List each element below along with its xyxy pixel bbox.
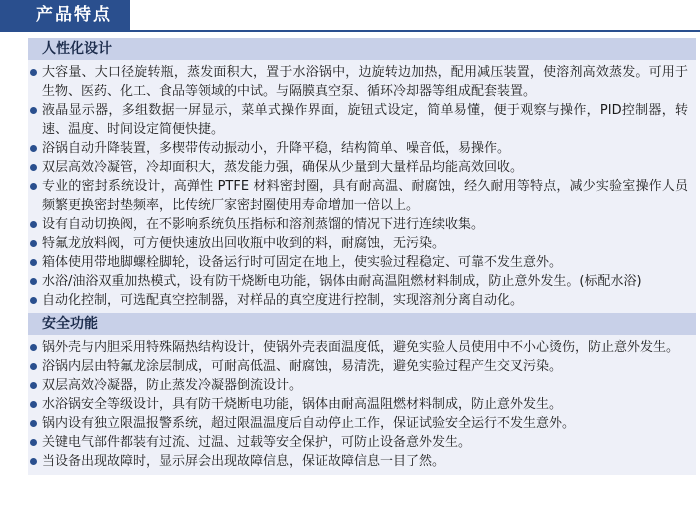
feature-list	[28, 63, 696, 310]
section-title: 人性化设计	[28, 38, 696, 60]
list-item	[28, 433, 688, 452]
bullet-icon	[30, 297, 37, 304]
list-item-text: 设有自动切换阀，在不影响系统负压指标和溶剂蒸馏的情况下进行连续收集。	[42, 217, 485, 232]
bullet-icon	[30, 107, 37, 114]
list-item-text: 双层高效冷凝器，防止蒸发冷凝器倒流设计。	[42, 378, 303, 393]
bullet-icon	[30, 278, 37, 285]
bullet-icon	[30, 259, 37, 266]
bullet-icon	[30, 183, 37, 190]
bullet-icon	[30, 145, 37, 152]
list-item	[28, 414, 688, 433]
section-humanized-design	[28, 38, 696, 310]
list-item-text: 专业的密封系统设计，高弹性 PTFE 材料密封圈，具有耐高温、耐腐蚀，经久耐用等特点，减少实验室操作人员频繁更换密封垫频率，比传统厂家密封圈使用寿命增加一倍以上。	[42, 179, 688, 213]
list-item	[28, 139, 688, 158]
list-item	[28, 357, 688, 376]
list-item-text: 液晶显示器，多组数据一屏显示，菜单式操作界面，旋钮式设定，简单易懂，便于观察与操作，PID控制器，转速、温度、时间设定简便快捷。	[42, 103, 688, 137]
list-item-text: 双层高效冷凝管，冷却面积大，蒸发能力强，确保从少量到大量样品均能高效回收。	[42, 160, 524, 175]
list-item	[28, 101, 688, 139]
list-item-text: 大容量、大口径旋转瓶，蒸发面积大，置于水浴锅中，边旋转边加热，配用减压装置，使溶剂高效蒸发。可用于生物、医药、化工、食品等领域的中试。与隔膜真空泵、循环冷却器等组成配套装置。	[42, 65, 688, 99]
list-item	[28, 63, 688, 101]
page-title: 产品特点	[0, 0, 130, 30]
list-item-text: 浴锅自动升降装置，多楔带传动振动小，升降平稳，结构简单、噪音低，易操作。	[42, 141, 511, 156]
list-item	[28, 177, 688, 215]
bullet-icon	[30, 458, 37, 465]
bullet-icon	[30, 221, 37, 228]
list-item-text: 浴锅内层由特氟龙涂层制成，可耐高低温、耐腐蚀，易清洗，避免实验过程产生交叉污染。	[42, 359, 563, 374]
bullet-icon	[30, 401, 37, 408]
list-item-text: 当设备出现故障时，显示屏会出现故障信息，保证故障信息一目了然。	[42, 454, 446, 469]
bullet-icon	[30, 344, 37, 351]
list-item-text: 关键电气部件都装有过流、过温、过载等安全保护，可防止设备意外发生。	[42, 435, 472, 450]
page-header	[0, 0, 700, 38]
list-item	[28, 158, 688, 177]
bullet-icon	[30, 420, 37, 427]
list-item-text: 水浴锅安全等级设计，具有防干烧断电功能，锅体由耐高温阻燃材料制成，防止意外发生。	[42, 397, 563, 412]
list-item	[28, 452, 688, 471]
list-item	[28, 291, 688, 310]
list-item-text: 特氟龙放料阀，可方便快速放出回收瓶中收到的料，耐腐蚀，无污染。	[42, 236, 446, 251]
list-item	[28, 395, 688, 414]
features-content	[28, 38, 696, 475]
list-item	[28, 215, 688, 234]
list-item-text: 水浴/油浴双重加热模式，设有防干烧断电功能，锅体由耐高温阻燃材料制成，防止意外发生。(标配水浴)	[42, 274, 642, 289]
list-item-text: 锅外壳与内胆采用特殊隔热结构设计，使锅外壳表面温度低，避免实验人员使用中不小心烫伤，防止意外发生。	[42, 340, 680, 355]
list-item	[28, 376, 688, 395]
list-item	[28, 234, 688, 253]
list-item	[28, 253, 688, 272]
bullet-icon	[30, 69, 37, 76]
list-item	[28, 338, 688, 357]
bullet-icon	[30, 363, 37, 370]
list-item-text: 锅内设有独立限温报警系统，超过限温温度后自动停止工作，保证试验安全运行不发生意外。	[42, 416, 576, 431]
bullet-icon	[30, 164, 37, 171]
list-item-text: 箱体使用带地脚螺栓脚轮，设备运行时可固定在地上，使实验过程稳定、可靠不发生意外。	[42, 255, 563, 270]
bullet-icon	[30, 382, 37, 389]
section-title: 安全功能	[28, 313, 696, 335]
list-item	[28, 272, 688, 291]
bullet-icon	[30, 240, 37, 247]
header-rule	[0, 30, 700, 32]
bullet-icon	[30, 439, 37, 446]
list-item-text: 自动化控制，可选配真空控制器，对样品的真空度进行控制，实现溶剂分离自动化。	[42, 293, 524, 308]
feature-list	[28, 338, 696, 471]
section-safety-features	[28, 313, 696, 471]
